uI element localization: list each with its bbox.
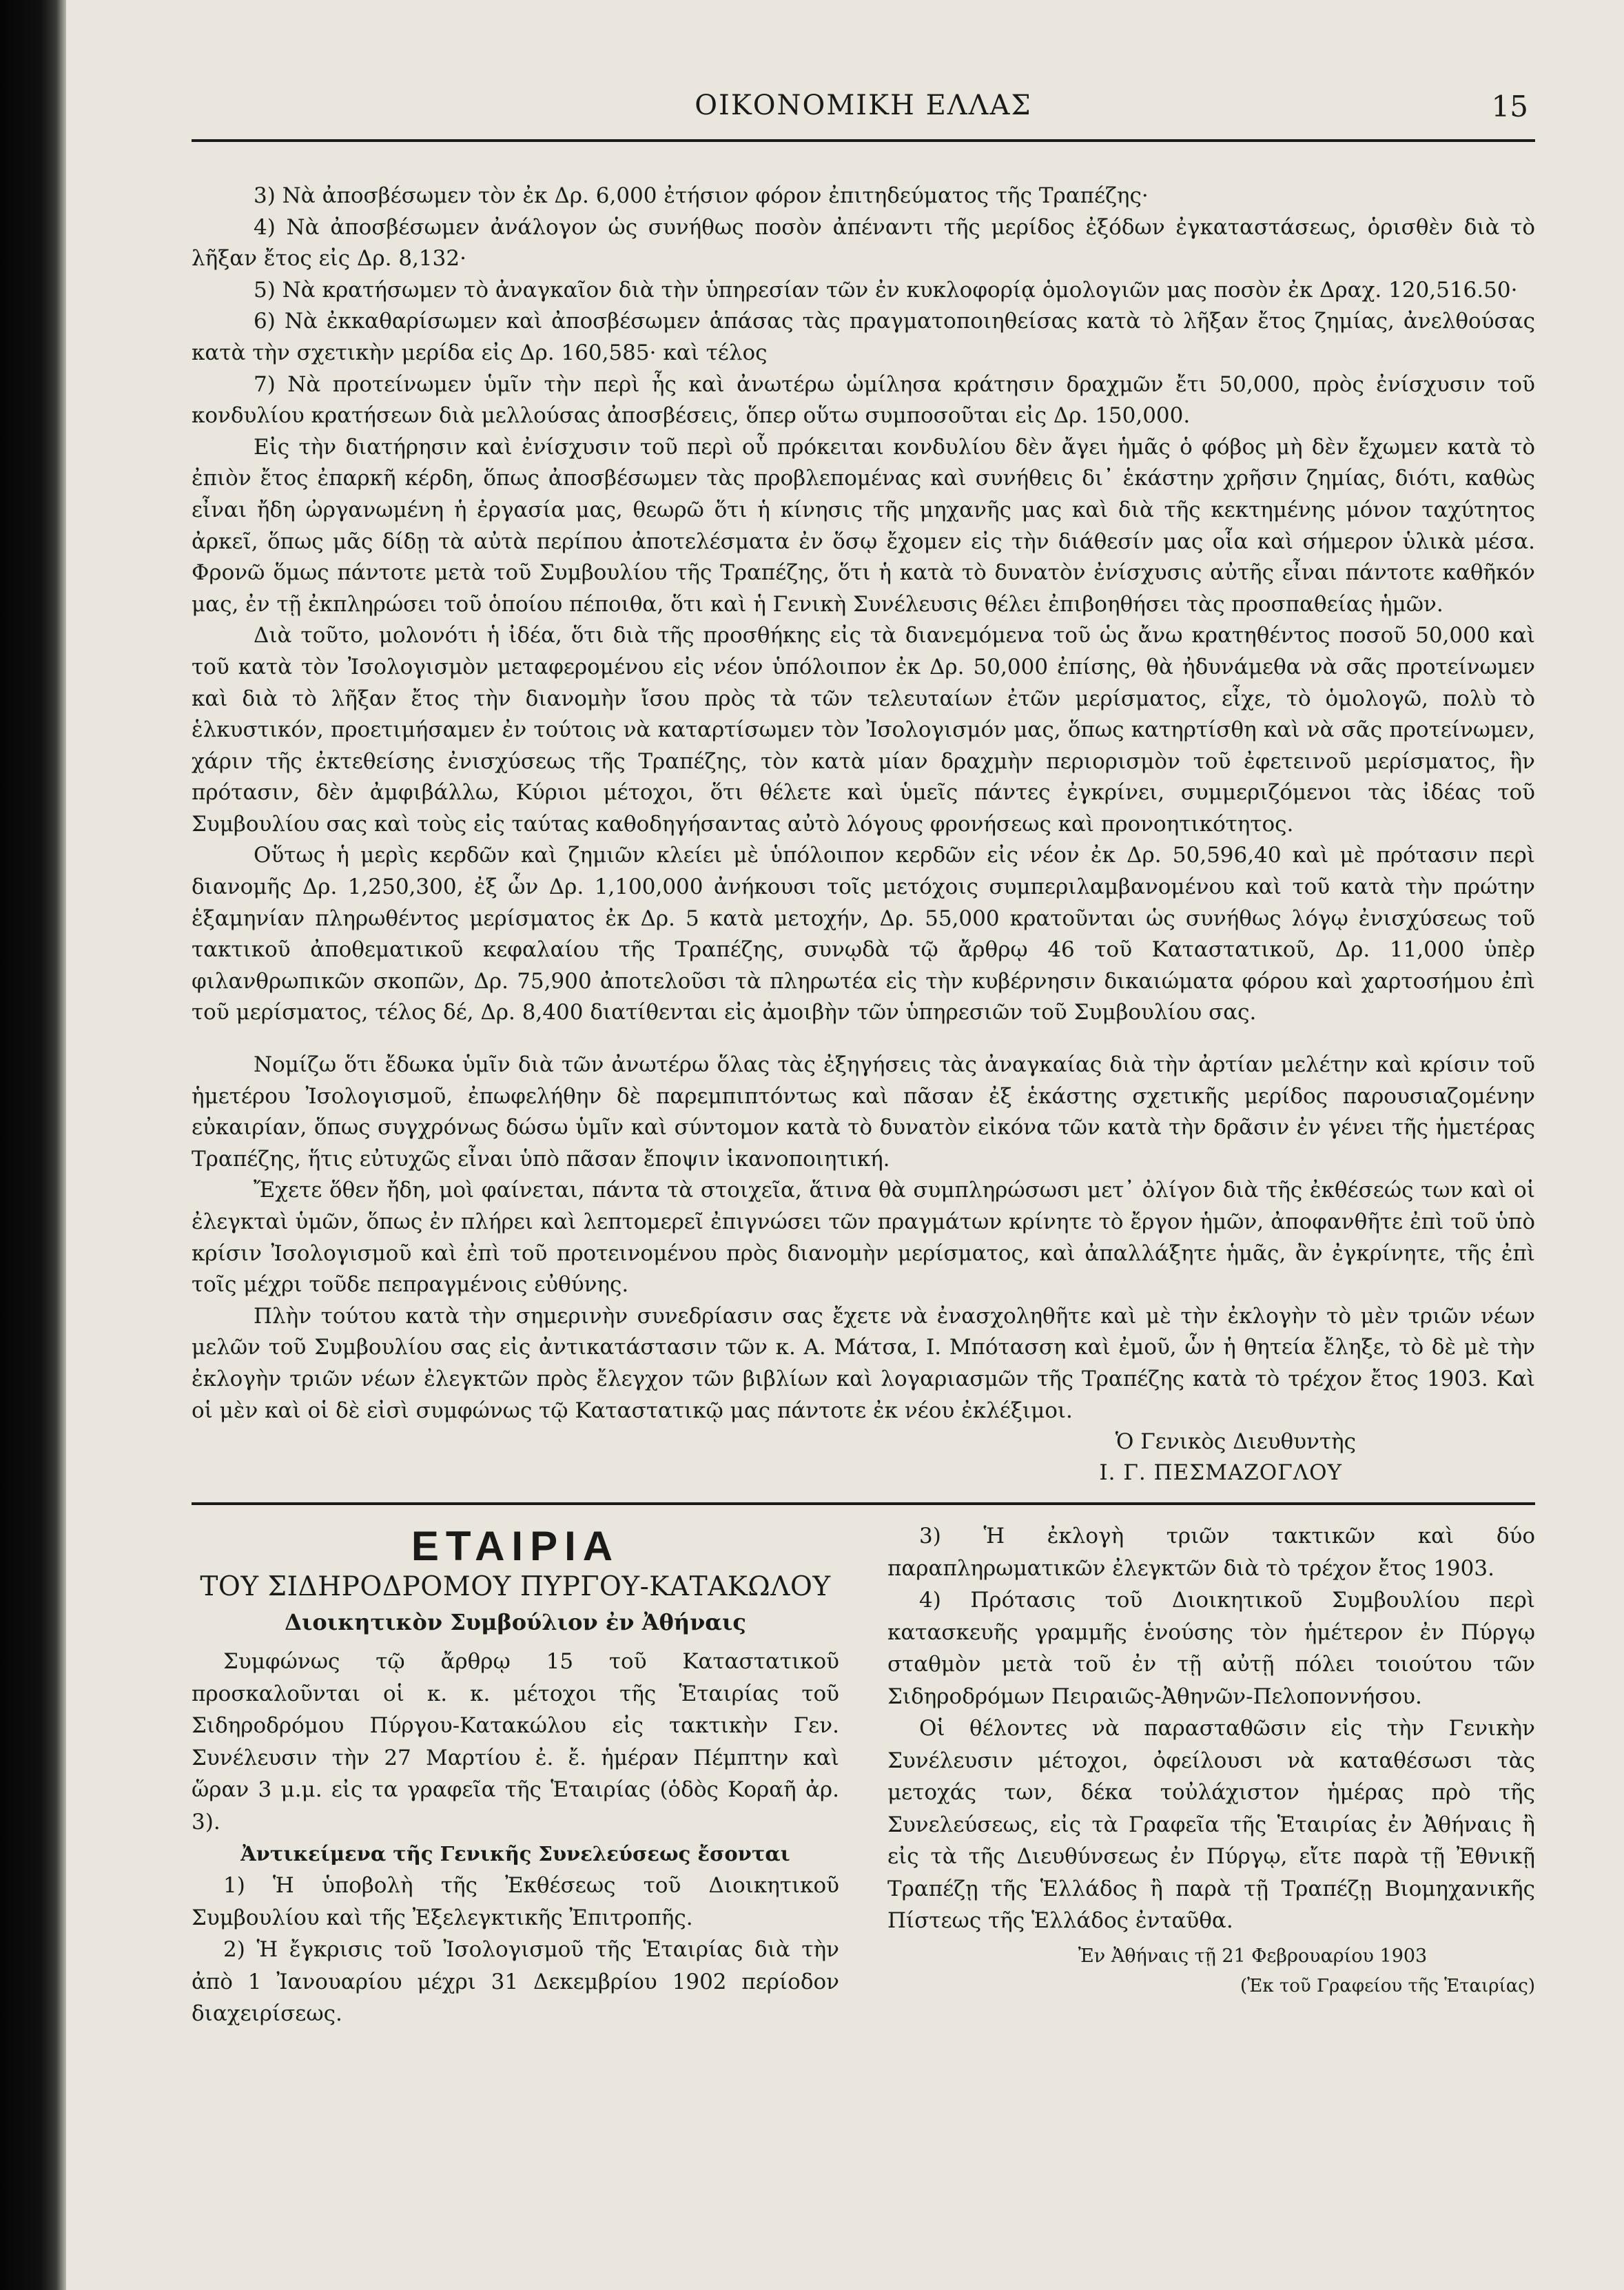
- notice-board: Διοικητικὸν Συμβούλιον ἐν Ἀθήναις: [285, 1609, 746, 1636]
- agenda-item: 3) Ἡ ἐκλογὴ τριῶν τακτικῶν καὶ δύο παραπληρωματικῶν ἐλεγκτῶν διὰ τὸ τρέχον ἔτος 1903.: [887, 1524, 1535, 1581]
- header-rule: [192, 139, 1535, 142]
- report-paragraph: 4) Νὰ ἀποσβέσωμεν ἀνάλογον ὡς συνήθως ποσὸν ἀπέναντι τῆς μερίδος ἐξόδων ἐγκαταστάσεως, ὁρισθὲν διὰ τὸ λῆξαν ἔτος εἰς Δρ. 8,132·: [192, 214, 1535, 272]
- newspaper-page: [192, 90, 1535, 2030]
- signature-role: Ὁ Γενικὸς Διευθυντὴς: [1115, 1429, 1356, 1455]
- report-paragraph: Πλὴν τούτου κατὰ τὴν σημερινὴν συνεδρίασιν σας ἔχετε νὰ ἐνασχοληθῆτε καὶ μὲ τὴν ἐκλογὴν τὸ μὲν τριῶν νέων μελῶν τοῦ Συμβουλίου σας εἰς ἀντικατάστασιν τῶν κ. Α. Μάτσα, Ι. Μπότασση καὶ ἐμοῦ, ὧν ἡ θητεία ἔληξε, τὸ δὲ μὲ τὴν ἐκλογὴν τριῶν νέων ἐλεγκτῶν πρὸς ἔλεγχον τῶν βιβλίων καὶ λογαριασμῶν τῆς Τραπέζης κατὰ τὸ τρέχον ἔτος 1903. Καὶ οἱ μὲν καὶ οἱ δὲ εἰσὶ συμφώνως τῷ Καταστατικῷ μας πάντοτε ἐκ νέου ἐκλέξιμοι.: [192, 1303, 1535, 1423]
- notice-source: (Ἐκ τοῦ Γραφείου τῆς Ἑταιρίας): [1240, 1975, 1535, 1996]
- section-rule: [192, 1502, 1535, 1505]
- report-paragraph: 3) Νὰ ἀποσβέσωμεν τὸν ἐκ Δρ. 6,000 ἐτήσιον φόρον ἐπιτηδεύματος τῆς Τραπέζης·: [254, 183, 1149, 208]
- notice-columns: [192, 1520, 1535, 2030]
- binding-spine: [0, 0, 66, 2290]
- report-paragraph: Νομίζω ὅτι ἔδωκα ὑμῖν διὰ τῶν ἀνωτέρω ὅλας τὰς ἐξηγήσεις τὰς ἀναγκαίας διὰ τὴν ἀρτίαν μελέτην καὶ κρίσιν τοῦ ἡμετέρου Ἰσολογισμοῦ, ἐπωφελήθην δὲ παρεμπιπτόντως καὶ πᾶσαν ἐξ ἑκάστης σχετικῆς μερίδος παρουσιαζομένην εὐκαιρίαν, ὅπως συγχρόνως δώσω ὑμῖν καὶ σύντομον κατὰ τὸ δυνατὸν εἰκόνα τῶν κατὰ τὴν δρᾶσιν ἐν γένει τῆς ἡμετέρας Τραπέζης, ἥτις εὐτυχῶς εἶναι ὑπὸ πᾶσαν ἔποψιν ἱκανοποιητική.: [192, 1052, 1535, 1172]
- report-paragraph: Ἔχετε ὅθεν ἤδη, μοὶ φαίνεται, πάντα τὰ στοιχεῖα, ἅτινα θὰ συμπληρώσωσι μετ᾽ ὀλίγον διὰ τῆς ἐκθέσεώς των καὶ οἱ ἐλεγκταὶ ὑμῶν, ὅπως ἐν πλήρει καὶ λεπτομερεῖ ἐπιγνώσει τῶν πραγμάτων κρίνητε τὸ ἔργον ἡμῶν, ἀποφανθῆτε ἐπὶ τοῦ ὑπὸ κρίσιν Ἰσολογισμοῦ καὶ ἐπὶ τοῦ προτεινομένου πρὸς διανομὴν μερίσματος, καὶ ἀπαλλάξητε ἡμᾶς, ἂν ἐγκρίνητε, τῆς ἐπὶ τοῖς μέχρι τοῦδε πεπραγμένοις εὐθύνης.: [192, 1178, 1535, 1298]
- notice-conditions: Οἱ θέλοντες νὰ παρασταθῶσιν εἰς τὴν Γενικὴν Συνέλευσιν μέτοχοι, ὀφείλουσι νὰ καταθέσωσι τὰς μετοχάς των, δέκα τοὐλάχιστον ἡμέρας πρὸ τῆς Συνελεύσεως, εἰς τὰ Γραφεῖα τῆς Ἑταιρίας ἐν Ἀθήναις ἢ εἰς τὰ τῆς Διευθύνσεως ἐν Πύργῳ, εἴτε παρὰ τῇ Ἐθνικῇ Τραπέζῃ τῆς Ἑλλάδος ἢ παρὰ τῇ Τραπέζῃ Βιομηχανικῆς Πίστεως τῆς Ἑλλάδος ἐνταῦθα.: [887, 1716, 1535, 1934]
- report-paragraph: 6) Νὰ ἐκκαθαρίσωμεν καὶ ἀποσβέσωμεν ἁπάσας τὰς πραγματοποιηθείσας κατὰ τὸ λῆξαν ἔτος ζημίας, ἀνελθούσας κατὰ τὴν σχετικὴν μερίδα εἰς Δρ. 160,585· καὶ τέλος: [192, 309, 1535, 365]
- report-signature: [192, 1427, 1535, 1489]
- agenda-item: 2) Ἡ ἔγκρισις τοῦ Ἰσολογισμοῦ τῆς Ἑταιρίας διὰ τὴν ἀπὸ 1 Ἰανουαρίου μέχρι 31 Δεκεμβρίου 1902 περίοδον διαχειρίσεως.: [192, 1937, 839, 2027]
- agenda-title: Ἀντικείμενα τῆς Γενικῆς Συνελεύσεως ἔσονται: [240, 1842, 790, 1866]
- report-paragraph: 7) Νὰ προτείνωμεν ὑμῖν τὴν περὶ ἧς καὶ ἀνωτέρω ὡμίλησα κράτησιν δραχμῶν ἔτι 50,000, πρὸς ἐνίσχυσιν τοῦ κονδυλίου κρατήσεων διὰ μελλούσας ἀποσβέσεις, ὅπερ οὕτω συμποσοῦται εἰς Δρ. 150,000.: [192, 371, 1535, 429]
- report-paragraph: 5) Νὰ κρατήσωμεν τὸ ἀναγκαῖον διὰ τὴν ὑπηρεσίαν τῶν ἐν κυκλοφορίᾳ ὁμολογιῶν μας ποσὸν ἐκ Δραχ. 120,516.50·: [254, 277, 1518, 303]
- signature-name: Ι. Γ. ΠΕΣΜΑΖΟΓΛΟΥ: [1099, 1460, 1342, 1486]
- notice-title: ΕΤΑΙΡΙΑ: [411, 1523, 620, 1570]
- director-report: [192, 181, 1535, 1427]
- notice-intro: Συμφώνως τῷ ἄρθρῳ 15 τοῦ Καταστατικοῦ προσκαλοῦνται οἱ κ. κ. μέτοχοι τῆς Ἑταιρίας τοῦ Σιδηροδρόμου Πύργου-Κατακώλου εἰς τακτικὴν Γεν. Συνέλευσιν τὴν 27 Μαρτίου ἐ. ἔ. ἡμέραν Πέμπτην καὶ ὥραν 3 μ.μ. εἰς τα γραφεῖα τῆς Ἑταιρίας (ὁδὸς Κοραῆ ἀρ. 3).: [192, 1649, 839, 1834]
- page-header: [192, 90, 1535, 135]
- report-paragraph: Διὰ τοῦτο, μολονότι ἡ ἰδέα, ὅτι διὰ τῆς προσθήκης εἰς τὰ διανεμόμενα τοῦ ὡς ἄνω κρατηθέντος ποσοῦ 50,000 καὶ τοῦ κατὰ τὸν Ἰσολογισμὸν μεταφερομένου εἰς νέον ὑπόλοιπον ἐκ Δρ. 50,000 ἐπίσης, θὰ ἠδυνάμεθα νὰ σᾶς προτείνωμεν καὶ διὰ τὸ λῆξαν ἔτος τὴν διανομὴν ἴσου πρὸς τὰ τῶν τελευταίων ἐτῶν μερίσματος, εἶχε, τὸ ὁμολογῶ, πολὺ τὸ ἑλκυστικόν, προετιμήσαμεν ἐν τούτοις νὰ καταρτίσωμεν τὸν Ἰσολογισμόν μας, ὅπως κατηρτίσθη καὶ νὰ σᾶς προτείνωμεν, χάριν τῆς ἐκτεθείσης ἐνισχύσεως τῆς Τραπέζης, τὸν κατὰ μίαν δραχμὴν περιορισμὸν τοῦ ἐφετεινοῦ μερίσματος, ἣν πρότασιν, δὲν ἀμφιβάλλω, Κύριοι μέτοχοι, ὅτι θέλετε καὶ ὑμεῖς πάντες ἐγκρίνει, συμμεριζόμενοι τὰς ἰδέας τοῦ Συμβουλίου σας καὶ τοὺς εἰς ταύτας καθοδηγήσαντας αὐτὸ λόγους φρονήσεως καὶ προνοητικότητος.: [192, 623, 1535, 837]
- notice-subtitle: ΤΟΥ ΣΙΔΗΡΟΔΡΟΜΟΥ ΠΥΡΓΟΥ-ΚΑΤΑΚΩΛΟΥ: [200, 1571, 831, 1603]
- report-paragraph: Εἰς τὴν διατήρησιν καὶ ἐνίσχυσιν τοῦ περὶ οὗ πρόκειται κονδυλίου δὲν ἄγει ἡμᾶς ὁ φόβος μὴ δὲν ἔχωμεν κατὰ τὸ ἐπιὸν ἔτος ἐπαρκῆ κέρδη, ὅπως ἀποσβέσωμεν τὰς προβλεπομένας καὶ συνήθεις δι᾽ ἑκάστην χρῆσιν ζημίας, διότι, καθὼς εἶναι ἤδη ὠργανωμένη ἡ ἐργασία μας, θεωρῶ ὅτι ἡ κίνησις τῆς μηχανῆς μας καὶ διὰ τῆς κεκτημένης μόνον ταχύτητος ἀρκεῖ, ὅπως μᾶς δίδῃ τὰ αὐτὰ περίπου ἀποτελέσματα ἐν ὅσῳ ἔχομεν εἰς τὴν διάθεσίν μας οἷα καὶ σήμερον ὑλικὰ μέσα. Φρονῶ ὅμως πάντοτε μετὰ τοῦ Συμβουλίου τῆς Τραπέζης, ὅτι ἡ κατὰ τὸ δυνατὸν ἐνίσχυσις αὐτῆς εἶναι πάντοτε καθῆκόν μας, ἐν τῇ ἐκπληρώσει τοῦ ὁποίου πέποιθα, ὅτι καὶ ἡ Γενικὴ Συνέλευσις θέλει ἐπιβοηθήσει τὰς προσπαθείας ἡμῶν.: [192, 434, 1535, 617]
- notice-place-date: Ἐν Ἀθήναις τῇ 21 Φεβρουαρίου 1903: [1078, 1945, 1428, 1967]
- agenda-item: 4) Πρότασις τοῦ Διοικητικοῦ Συμβουλίου περὶ κατασκευῆς γραμμῆς ἑνούσης τὸν ἡμέτερον ἐν Πύργῳ σταθμὸν μετὰ τοῦ ἐν τῇ αὐτῇ πόλει τοιούτου τῶν Σιδηροδρόμων Πειραιῶς-Ἀθηνῶν-Πελοποννήσου.: [887, 1588, 1535, 1709]
- page-number: 15: [1491, 90, 1528, 123]
- notice-left-column: [192, 1520, 839, 2030]
- notice-right-column: [887, 1520, 1535, 2030]
- agenda-item: 1) Ἡ ὑποβολὴ τῆς Ἐκθέσεως τοῦ Διοικητικοῦ Συμβουλίου καὶ τῆς Ἐξελεγκτικῆς Ἐπιτροπῆς.: [192, 1873, 839, 1930]
- report-paragraph: Οὕτως ἡ μερὶς κερδῶν καὶ ζημιῶν κλείει μὲ ὑπόλοιπον κερδῶν εἰς νέον ἐκ Δρ. 50,596,40 καὶ μὲ πρότασιν περὶ διανομῆς Δρ. 1,250,300, ἐξ ὧν Δρ. 1,100,000 ἀνήκουσι τοῖς μετόχοις συμπεριλαμβανομένου καὶ τοῦ κατὰ τὴν πρώτην ἑξαμηνίαν πληρωθέντος μερίσματος ἐκ Δρ. 5 κατὰ μετοχήν, Δρ. 55,000 κρατοῦνται ὡς συνήθως λόγῳ ἐνισχύσεως τοῦ τακτικοῦ ἀποθεματικοῦ κεφαλαίου τῆς Τραπέζης, συνῳδὰ τῷ ἄρθρῳ 46 τοῦ Καταστατικοῦ, Δρ. 11,000 ὑπὲρ φιλανθρωπικῶν σκοπῶν, Δρ. 75,900 ἀποτελοῦσι τὰ πληρωτέα εἰς τὴν κυβέρνησιν δικαιώματα φόρου καὶ χαρτοσήμου ἐπὶ τοῦ μερίσματος, τέλος δέ, Δρ. 8,400 διατίθενται εἰς ἀμοιβὴν τῶν ὑπηρεσιῶν τοῦ Συμβουλίου σας.: [192, 843, 1535, 1025]
- publication-title: ΟΙΚΟΝΟΜΙΚΗ ΕΛΛΑΣ: [695, 90, 1032, 121]
